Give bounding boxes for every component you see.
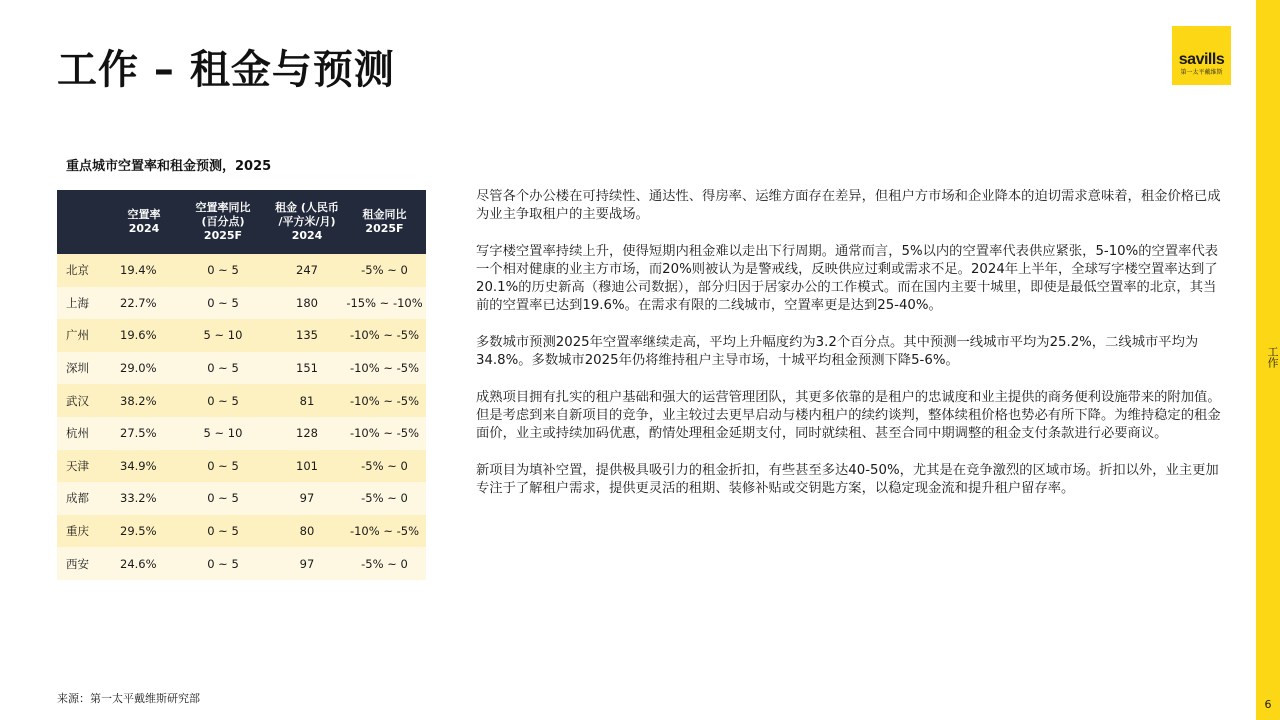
cell-vacancy-yoy: 0 ~ 5 [175,254,271,287]
cell-rent: 151 [271,352,343,385]
paragraph: 多数城市预测2025年空置率继续走高，平均上升幅度约为3.2个百分点。其中预测一线城市平均为25.2%，二线城市平均为34.8%。多数城市2025年仍将维持租户主导市场，十城平均租金预测下降5-6%。 [476,335,1199,368]
cell-rent: 247 [271,254,343,287]
cell-rent-yoy: -10% ~ -5% [343,515,426,548]
cell-rent-yoy: -5% ~ 0 [343,254,426,287]
cell-vacancy-yoy: 0 ~ 5 [175,450,271,483]
cell-rent: 81 [271,384,343,417]
table-row [57,352,426,385]
cell-vacancy: 19.6% [113,319,175,352]
cell-vacancy: 38.2% [113,384,175,417]
header-vacancy-yoy: 空置率同比 (百分点) 2025F [175,190,271,254]
side-section-label: 工作 [1266,346,1279,368]
side-accent-bar [1256,0,1280,720]
page-title: 工作 – 租金与预测 [57,47,395,93]
cell-vacancy: 22.7% [113,287,175,320]
cell-vacancy-yoy: 0 ~ 5 [175,352,271,385]
cell-vacancy-yoy: 5 ~ 10 [175,319,271,352]
paragraph: 成熟项目拥有扎实的租户基础和强大的运营管理团队，其更多依靠的是租户的忠诚度和业主提供的商务便利设施带来的附加值。但是考虑到来自新项目的竞争，业主较过去更早启动与楼内租户的续约谈判，整体续租价格也势必有所下降。为维持稳定的租金面价，业主或持续加码优惠，酌情处理租金延期支付，同时就续租、甚至合同中期调整的租金支付条款进行必要商议。 [476,390,1221,441]
table-header-row [57,190,426,254]
table-row [57,417,426,450]
cell-vacancy: 24.6% [113,547,175,580]
cell-vacancy-yoy: 5 ~ 10 [175,417,271,450]
cell-city: 成都 [57,482,113,515]
cell-rent: 180 [271,287,343,320]
cell-city: 广州 [57,319,113,352]
cell-vacancy-yoy: 0 ~ 5 [175,384,271,417]
logo-subtitle: 第一太平戴维斯 [1180,69,1223,76]
paragraph: 写字楼空置率持续上升，使得短期内租金难以走出下行周期。通常而言，5%以内的空置率代表供应紧张，5-10%的空置率代表一个相对健康的业主方市场，而20%则被认为是警戒线，反映供应过剩或需求不足。2024年上半年，全球写字楼空置率达到了20.1%的历史新高（穆迪公司数据），部分归因于居家办公的工作模式。而在国内主要十城里，即使是最低空置率的北京，其当前的空置率已达到19.6%。在需求有限的二线城市，空置率更是达到25-40%。 [476,244,1219,313]
cell-vacancy-yoy: 0 ~ 5 [175,287,271,320]
cell-city: 杭州 [57,417,113,450]
cell-vacancy: 33.2% [113,482,175,515]
cell-rent-yoy: -10% ~ -5% [343,319,426,352]
cell-rent: 101 [271,450,343,483]
cell-vacancy-yoy: 0 ~ 5 [175,547,271,580]
cell-rent: 135 [271,319,343,352]
cell-rent: 80 [271,515,343,548]
table-row [57,254,426,287]
table-row [57,384,426,417]
paragraph: 尽管各个办公楼在可持续性、通达性、得房率、运维方面存在差异，但租户方市场和企业降本的迫切需求意味着，租金价格已成为业主争取租户的主要战场。 [476,189,1221,222]
table-title: 重点城市空置率和租金预测，2025 [66,159,272,174]
header-vacancy: 空置率 2024 [113,190,175,254]
cell-city: 上海 [57,287,113,320]
cell-city: 天津 [57,450,113,483]
cell-city: 重庆 [57,515,113,548]
paragraph: 新项目为填补空置，提供极具吸引力的租金折扣，有些甚至多达40-50%，尤其是在竞争激烈的区域市场。折扣以外，业主更加专注于了解租户需求，提供更灵活的租期、装修补贴或交钥匙方案，以稳定现金流和提升租户留存率。 [476,463,1219,496]
savills-logo [1172,26,1231,85]
table-row [57,515,426,548]
cell-vacancy: 27.5% [113,417,175,450]
table-row [57,450,426,483]
cell-vacancy: 34.9% [113,450,175,483]
cell-vacancy-yoy: 0 ~ 5 [175,482,271,515]
cell-rent-yoy: -10% ~ -5% [343,352,426,385]
cell-rent: 128 [271,417,343,450]
rent-forecast-table [57,190,426,580]
cell-city: 深圳 [57,352,113,385]
table-row [57,482,426,515]
cell-rent-yoy: -5% ~ 0 [343,482,426,515]
source-note: 来源：第一太平戴维斯研究部 [57,692,200,705]
cell-city: 西安 [57,547,113,580]
cell-rent-yoy: -10% ~ -5% [343,384,426,417]
cell-vacancy: 29.5% [113,515,175,548]
page-number: 6 [1264,698,1272,711]
cell-city: 武汉 [57,384,113,417]
table-row [57,319,426,352]
cell-vacancy-yoy: 0 ~ 5 [175,515,271,548]
header-city [57,190,113,254]
cell-city: 北京 [57,254,113,287]
cell-rent-yoy: -10% ~ -5% [343,417,426,450]
header-rent-yoy: 租金同比 2025F [343,190,426,254]
header-rent: 租金 (人民币 /平方米/月) 2024 [271,190,343,254]
cell-rent-yoy: -5% ~ 0 [343,450,426,483]
cell-vacancy: 29.0% [113,352,175,385]
cell-vacancy: 19.4% [113,254,175,287]
table-row [57,547,426,580]
cell-rent-yoy: -15% ~ -10% [343,287,426,320]
cell-rent: 97 [271,547,343,580]
cell-rent: 97 [271,482,343,515]
table-row [57,287,426,320]
commentary-text [476,188,1228,517]
logo-wordmark: savills [1178,51,1225,68]
cell-rent-yoy: -5% ~ 0 [343,547,426,580]
